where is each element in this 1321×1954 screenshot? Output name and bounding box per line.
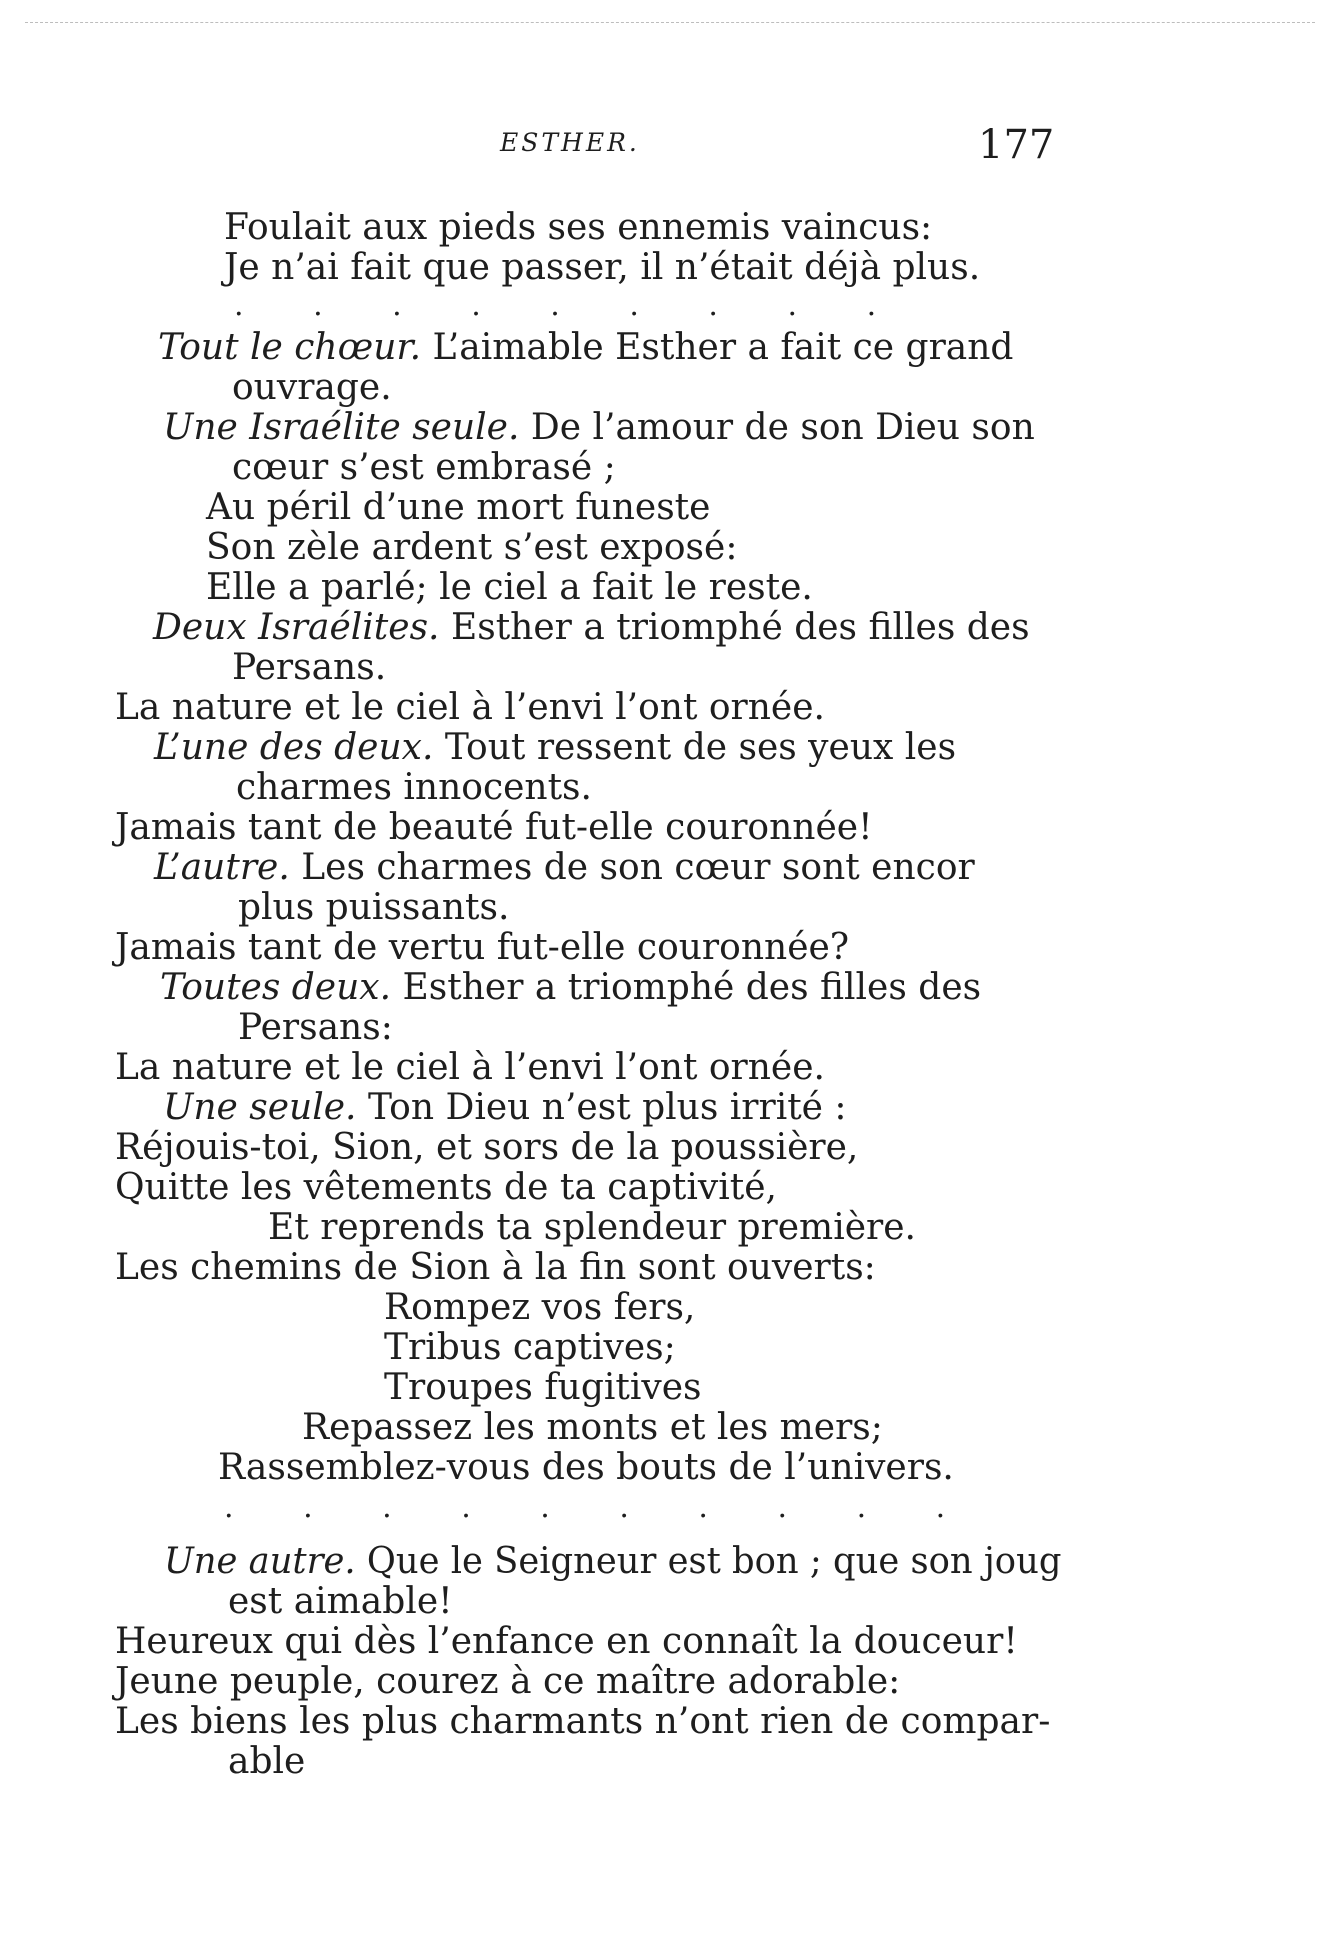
verse-line: Elle a parlé; le ciel a fait le reste.	[206, 567, 813, 608]
page-header	[0, 122, 1321, 172]
ellipsis-row: . . . . . . . . . .	[224, 1490, 976, 1525]
verse-text: Ton Dieu n’est plus irrité :	[367, 1087, 847, 1128]
verse-line: Heureux qui dès l’enfance en connaît la douceur!	[115, 1621, 1018, 1662]
verse-text: Esther a triomphé des filles des	[450, 607, 1030, 648]
verse-line: Rassemblez-vous des bouts de l’univers.	[218, 1447, 954, 1488]
verse-line: Foulait aux pieds ses ennemis vaincus:	[224, 207, 933, 248]
verse-line: Rompez vos fers,	[384, 1287, 696, 1328]
verse-line: Persans:	[238, 1007, 393, 1048]
verse-line: La nature et le ciel à l’envi l’ont ornée.	[115, 1047, 825, 1088]
verse-line: Je n’ai fait que passer, il n’était déjà plus.	[224, 247, 981, 288]
speech-line	[164, 1542, 1061, 1582]
verse-line: Les biens les plus charmants n’ont rien de compar-	[115, 1701, 1051, 1742]
speaker-label: Tout le chœur.	[158, 327, 422, 368]
speech-line	[163, 1088, 847, 1128]
top-rule	[25, 22, 1315, 23]
verse-text: Esther a triomphé des filles des	[402, 967, 982, 1008]
verse-text: Tout ressent de ses yeux les	[444, 727, 957, 768]
running-title: ESTHER.	[500, 128, 640, 157]
ellipsis-row: . . . . . . . . .	[234, 288, 907, 323]
verse-line: able	[228, 1741, 306, 1782]
verse-line: Son zèle ardent s’est exposé:	[206, 527, 738, 568]
speech-line	[154, 848, 975, 888]
verse-text: L’aimable Esther a fait ce grand	[432, 327, 1014, 368]
verse-line: Réjouis-toi, Sion, et sors de la poussière,	[115, 1127, 859, 1168]
speaker-label: Une seule.	[163, 1087, 357, 1128]
verse-line: Repassez les monts et les mers;	[302, 1407, 883, 1448]
verse-text: Que le Seigneur est bon ; que son joug	[366, 1541, 1062, 1582]
verse-line: Les chemins de Sion à la fin sont ouverts:	[115, 1247, 876, 1288]
verse-text: De l’amour de son Dieu son	[530, 407, 1035, 448]
verse-line: Troupes fugitives	[384, 1367, 702, 1408]
speech-line	[154, 728, 956, 768]
verse-line: ouvrage.	[232, 367, 392, 408]
verse-line: cœur s’est embrasé ;	[232, 447, 616, 488]
speech-line	[153, 608, 1030, 648]
verse-line: Jamais tant de vertu fut-elle couronnée?	[115, 927, 850, 968]
verse-line: Et reprends ta splendeur première.	[268, 1207, 916, 1248]
speaker-label: L’une des deux.	[154, 727, 434, 768]
verse-line: Au péril d’une mort funeste	[206, 487, 711, 528]
verse-line: Quitte les vêtements de ta captivité,	[115, 1167, 777, 1208]
speaker-label: Toutes deux.	[160, 967, 392, 1008]
speaker-label: Une autre.	[164, 1541, 356, 1582]
speaker-label: Deux Israélites.	[153, 607, 440, 648]
speech-line	[163, 408, 1035, 448]
verse-text: Les charmes de son cœur sont encor	[301, 847, 975, 888]
verse-line: est aimable!	[228, 1581, 453, 1622]
speaker-label: L’autre.	[154, 847, 290, 888]
verse-line: plus puissants.	[238, 887, 510, 928]
verse-line: Jeune peuple, courez à ce maître adorable:	[115, 1661, 901, 1702]
speaker-label: Une Israélite seule.	[163, 407, 520, 448]
speech-line	[158, 328, 1013, 368]
verse-line: Persans.	[232, 647, 387, 688]
page-number: 177	[978, 122, 1055, 168]
verse-line: Tribus captives;	[384, 1327, 676, 1368]
verse-line: Jamais tant de beauté fut-elle couronnée!	[115, 807, 873, 848]
speech-line	[160, 968, 981, 1008]
verse-line: charmes innocents.	[236, 767, 592, 808]
verse-line: La nature et le ciel à l’envi l’ont ornée.	[115, 687, 825, 728]
